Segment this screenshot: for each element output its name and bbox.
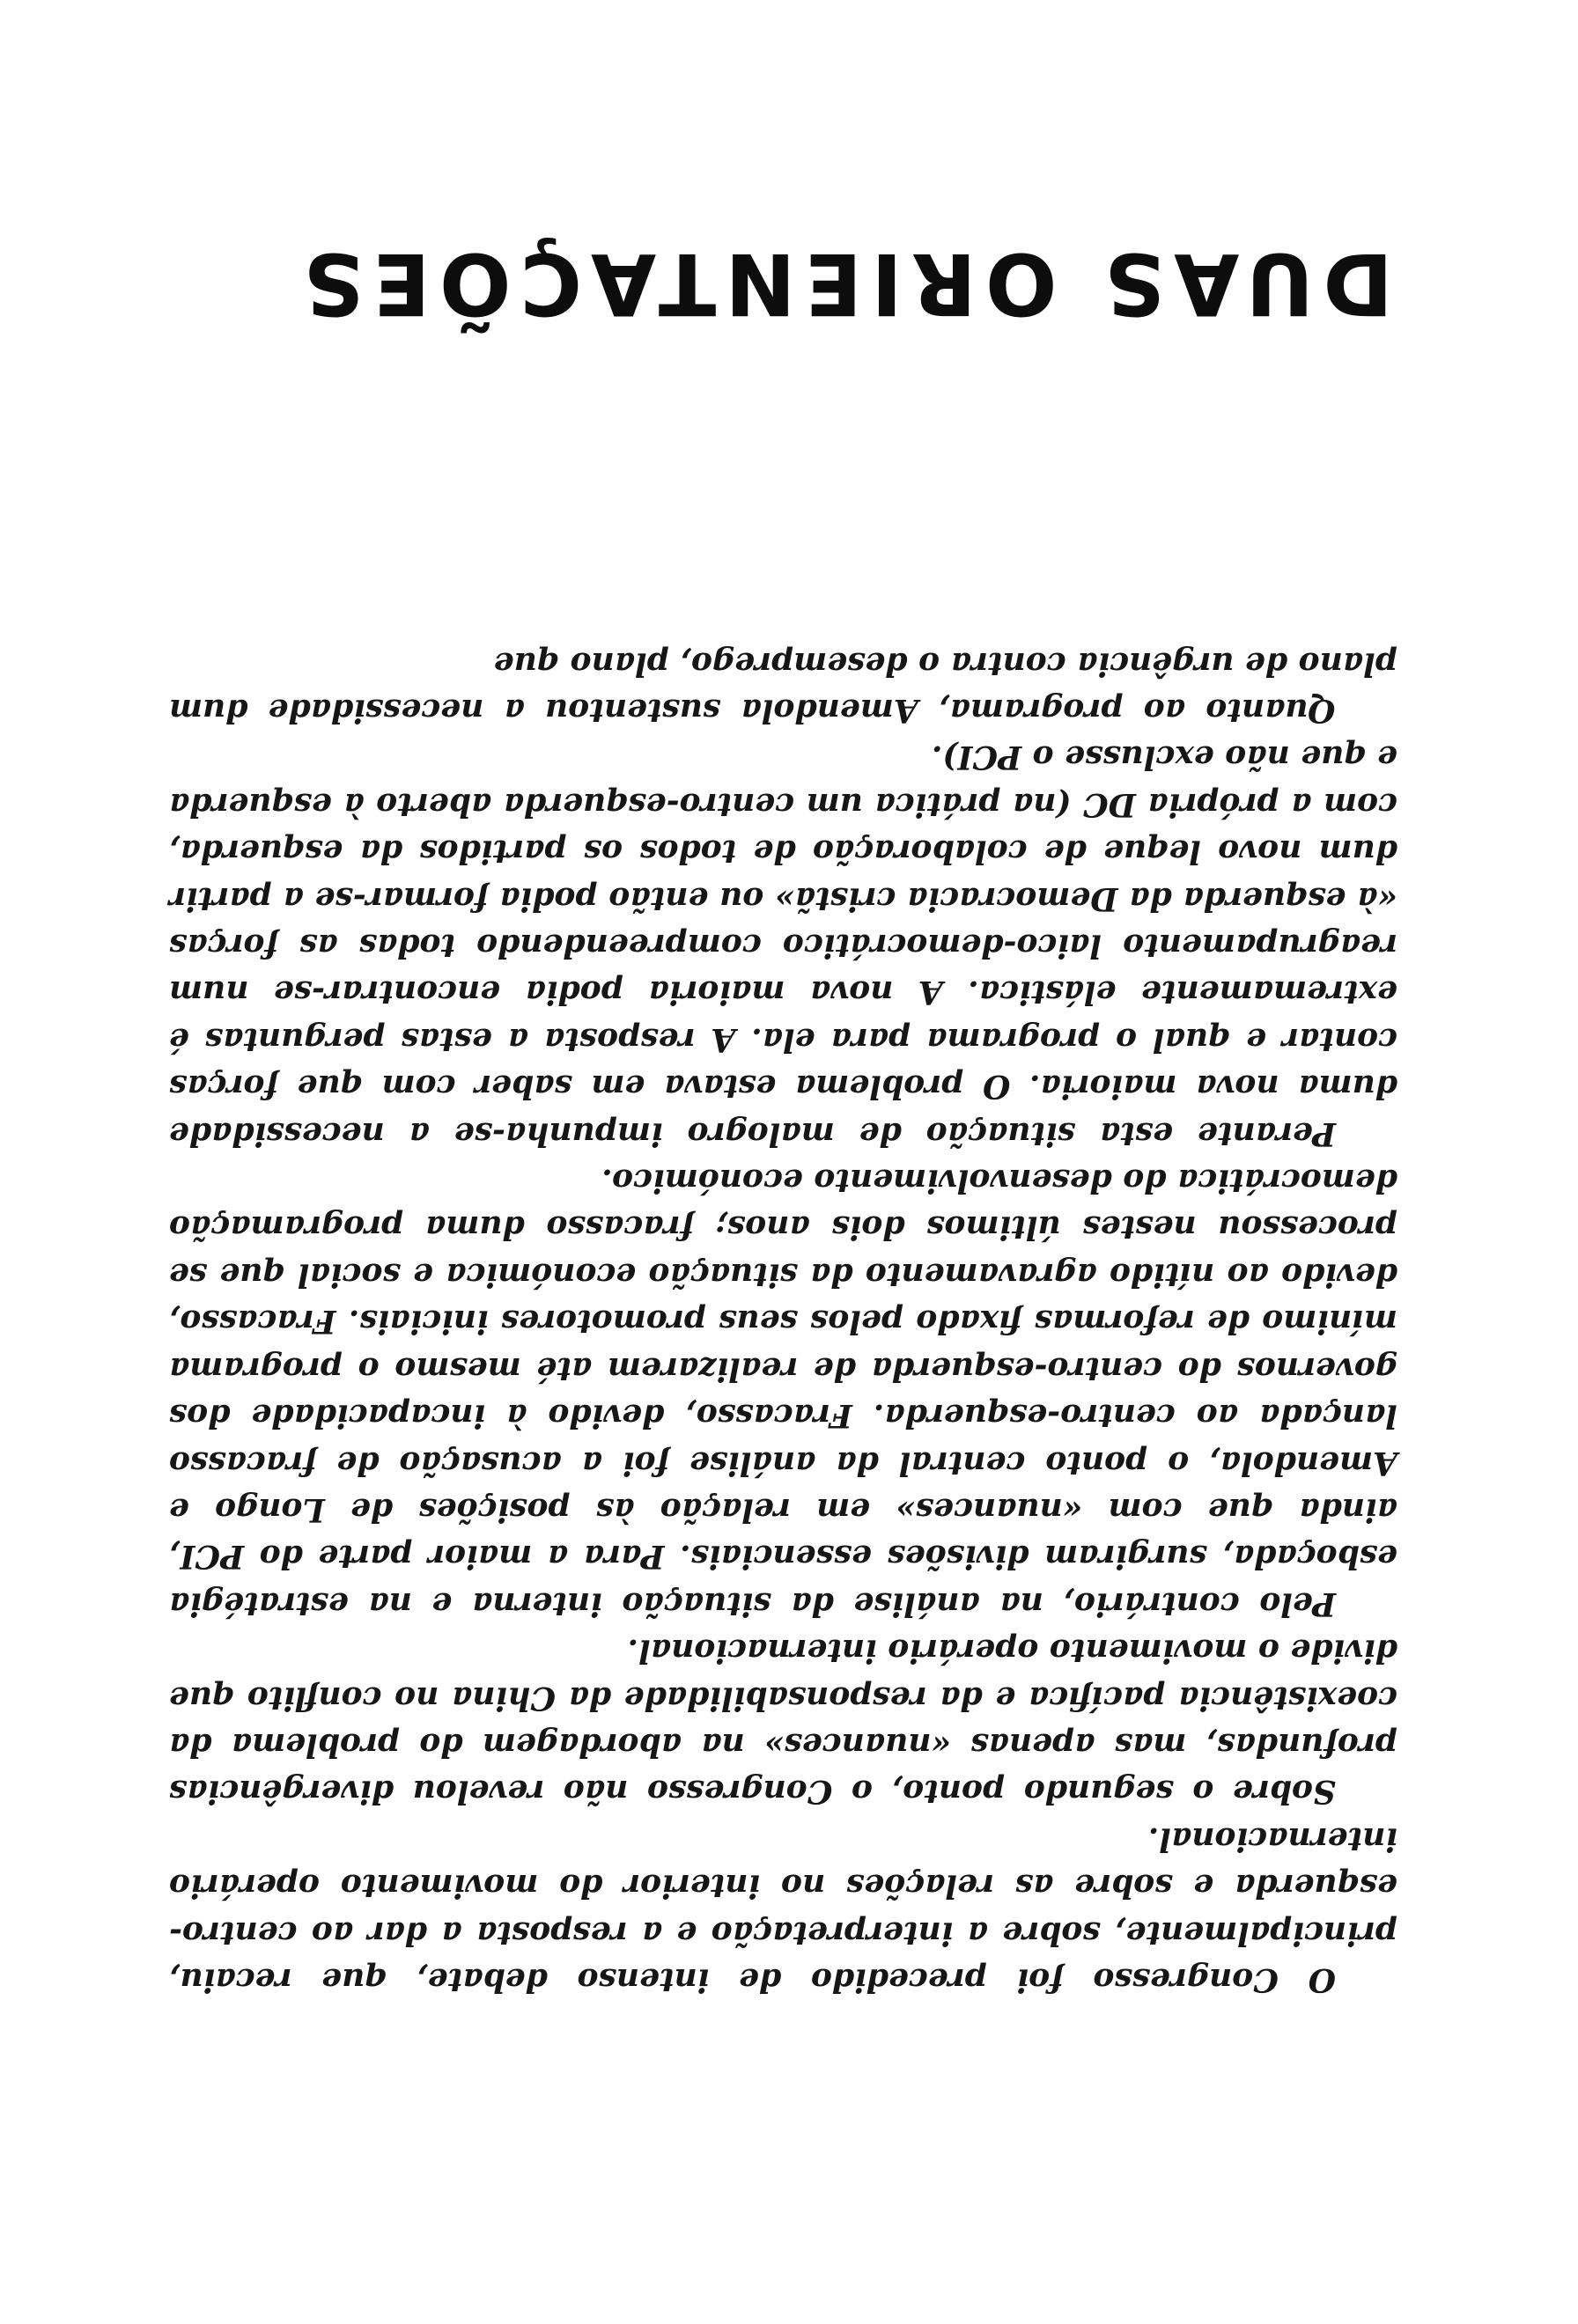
body-text: [169, 639, 1397, 2003]
paragraph-2: Sobre o segundo ponto, o Congresso não revelou divergências profundas, mas apenas «nuances» na abordagem do problema da coexistência pacífica e da responsabilidade da China no conflito que divide o movimento operário internacional.: [169, 1632, 1397, 1811]
paragraph-5: Quanto ao programa, Amendola sustentou a necessidade dum plano de urgência contra o desemprego, plano que: [169, 644, 1397, 730]
page-heading: DUAS ORIENTAÇÕES: [294, 234, 1393, 333]
paragraph-1: O Congresso foi precedido de intenso debate, que recaiu, principalmente, sobre a interpretação e a resposta a dar ao centro-esquerda e sobre as relações no interior do movimento operário internacional.: [169, 1820, 1397, 1998]
paragraph-4: Perante esta situação de malogro impunha-se a necessidade duma nova maioria. O problema estava em saber com que forças contar e qual o programa para ela. A resposta a estas perguntas é extremamente elástica. A nova maioria podia encontrar-se num reagrupamento laico-democrático compreendendo todas as forças «à esquerda da Democracia cristã» ou então podia formar-se a partir dum novo leque de colaboração de todos os partidos da esquerda, com a própria DC (na prática um centro-esquerda aberto à esquerda e que não exclusse o PCI).: [169, 739, 1397, 1152]
paragraph-3: Pelo contrário, na análise da situação interna e na estratégia esboçada, surgiram divisões essenciais. Para a maior parte do PCI, ainda que com «nuances» em relação às posições de Longo e Amendola, o ponto central da análise foi a acusação de fracasso lançada ao centro-esquerda. Fracasso, devido à incapacidade dos governos do centro-esquerda de realizarem até mesmo o programa mínimo de reformas fixado pelos seus promotores iniciais. Fracasso, devido ao nítido agravamento da situação económica e social que se processou nestes últimos dois anos; fracasso duma programação democrática do desenvolvimento económico.: [169, 1162, 1397, 1622]
